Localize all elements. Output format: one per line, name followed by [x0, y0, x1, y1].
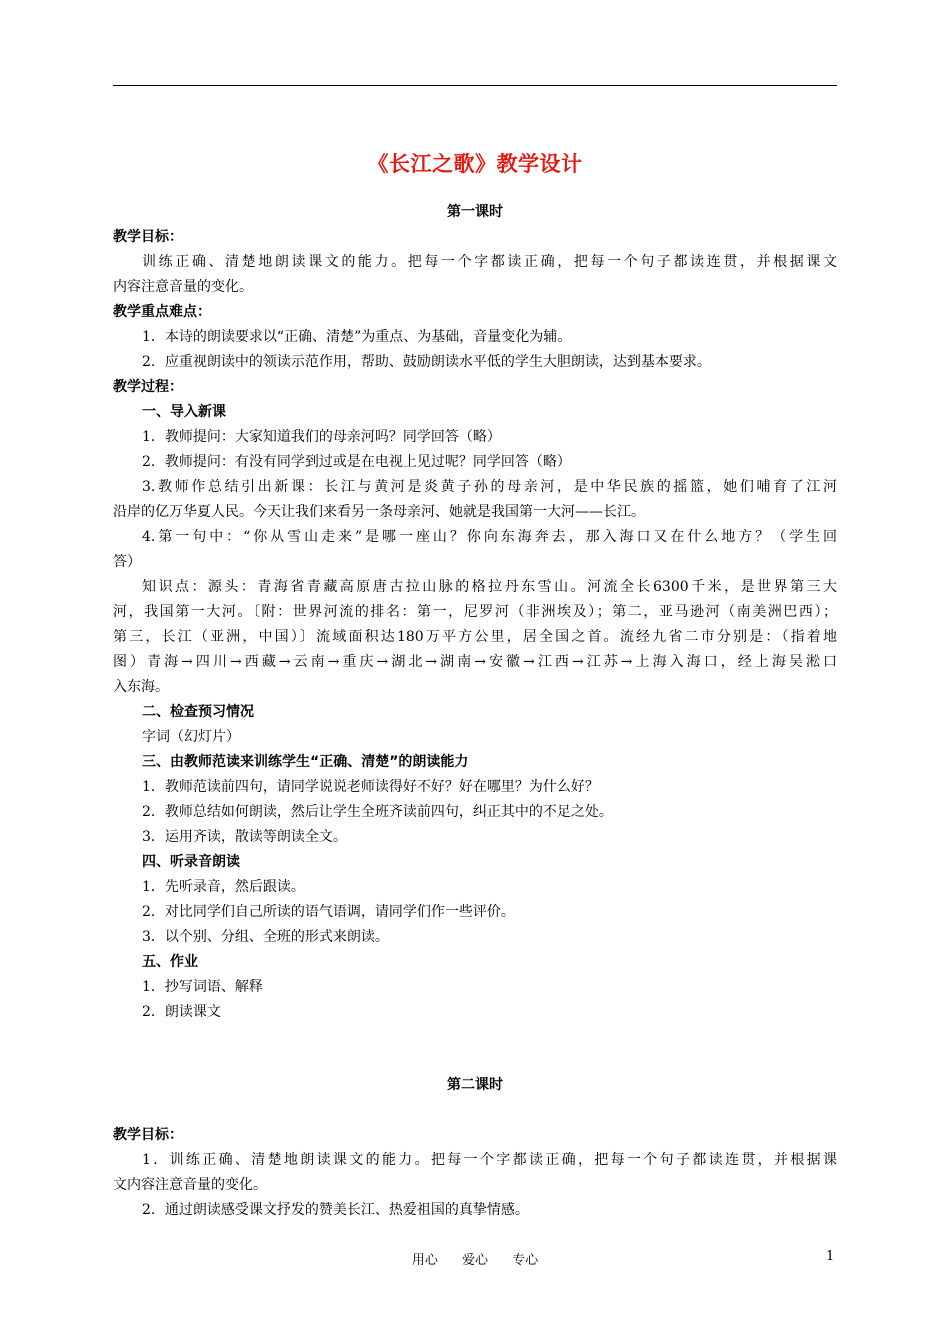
section1-item1: 1．教师提问：大家知道我们的母亲河吗？同学回答（略） [142, 429, 501, 445]
document-title: 《长江之歌》教学设计 [367, 152, 583, 176]
knowledge-line2: 河，我国第一大河。〔附：世界河流的排名：第一，尼罗河（非洲埃及）；第二，亚马逊河（南美洲巴西）； [113, 604, 837, 620]
footer-word-1: 用心 [411, 1253, 438, 1268]
section4-item1: 1．先听录音，然后跟读。 [142, 879, 305, 895]
section1-item3-line1: 3.教师作总结引出新课：长江与黄河是炎黄子孙的母亲河，是中华民族的摇篮，她们哺育了江河 [142, 479, 837, 495]
lesson2-goal2: 2．通过朗读感受课文抒发的赞美长江、热爱祖国的真挚情感。 [142, 1202, 529, 1218]
lesson2-goal1-line1: 1．训练正确、清楚地朗读课文的能力。把每一个字都读正确，把每一个句子都读连贯，并根据课 [142, 1152, 837, 1168]
section4-item2: 2．对比同学们自己所读的语气语调，请同学们作一些评价。 [142, 904, 515, 920]
lesson1-process-label: 教学过程： [113, 379, 183, 395]
section5-item1: 1．抄写词语、解释 [142, 979, 263, 995]
page-number: 1 [826, 1249, 835, 1264]
lesson1-key-label: 教学重点难点： [113, 304, 211, 320]
lesson1-key1: 1．本诗的朗读要求以“正确、清楚”为重点、为基础，音量变化为辅。 [142, 329, 572, 345]
section2-item1: 字词（幻灯片） [142, 729, 240, 745]
section3-item3: 3．运用齐读，散读等朗读全文。 [142, 829, 347, 845]
knowledge-line4: 图）青海→四川→西藏→云南→重庆→湖北→湖南→安徽→江西→江苏→上海入海口，经上海吴淞口 [113, 654, 837, 670]
section2-title: 二、检查预习情况 [142, 704, 254, 720]
footer-word-3: 专心 [512, 1253, 539, 1268]
knowledge-line3: 第三，长江（亚洲，中国）〕流域面积达180万平方公里，居全国之首。流经九省二市分别是：（指着地 [113, 629, 837, 645]
footer-word-2: 爱心 [461, 1253, 488, 1268]
lesson1-heading: 第一课时 [447, 204, 503, 220]
section5-item2: 2．朗读课文 [142, 1004, 221, 1020]
section1-title: 一、导入新课 [142, 404, 226, 420]
knowledge-line5: 入东海。 [113, 679, 169, 695]
section3-item1: 1．教师范读前四句，请同学说说老师读得好不好？好在哪里？为什么好？ [142, 779, 599, 795]
section1-item4-line1: 4.第一句中：“你从雪山走来”是哪一座山？你向东海奔去，那入海口又在什么地方？（学生回 [142, 529, 837, 545]
knowledge-line1: 知识点：源头：青海省青藏高原唐古拉山脉的格拉丹东雪山。河流全长6300千米，是世界第三大 [142, 579, 837, 595]
section4-item3: 3．以个别、分组、全班的形式来朗读。 [142, 929, 389, 945]
section5-title: 五、作业 [142, 954, 198, 970]
lesson2-goal-label: 教学目标： [113, 1127, 183, 1143]
header-rule [113, 85, 837, 86]
section3-item2: 2．教师总结如何朗读，然后让学生全班齐读前四句，纠正其中的不足之处。 [142, 804, 613, 820]
lesson1-goal-label: 教学目标： [113, 229, 183, 245]
page-footer [0, 1249, 950, 1268]
lesson2-heading: 第二课时 [447, 1077, 503, 1093]
section1-item3-line2: 沿岸的亿万华夏人民。今天让我们来看另一条母亲河、她就是我国第一大河——长江。 [113, 504, 645, 520]
section4-title: 四、听录音朗读 [142, 854, 240, 870]
lesson1-goal-line2: 内容注意音量的变化。 [113, 279, 253, 295]
lesson2-goal1-line2: 文内容注意音量的变化。 [113, 1177, 267, 1193]
section3-title: 三、由教师范读来训练学生“正确、清楚”的朗读能力 [142, 754, 469, 770]
lesson1-goal-line1: 训练正确、清楚地朗读课文的能力。把每一个字都读正确，把每一个句子都读连贯，并根据课文 [142, 254, 837, 270]
section1-item2: 2．教师提问：有没有同学到过或是在电视上见过呢？同学回答（略） [142, 454, 571, 470]
section1-item4-line2: 答） [113, 554, 141, 570]
lesson1-key2: 2．应重视朗读中的领读示范作用，帮助、鼓励朗读水平低的学生大胆朗读，达到基本要求。 [142, 354, 711, 370]
